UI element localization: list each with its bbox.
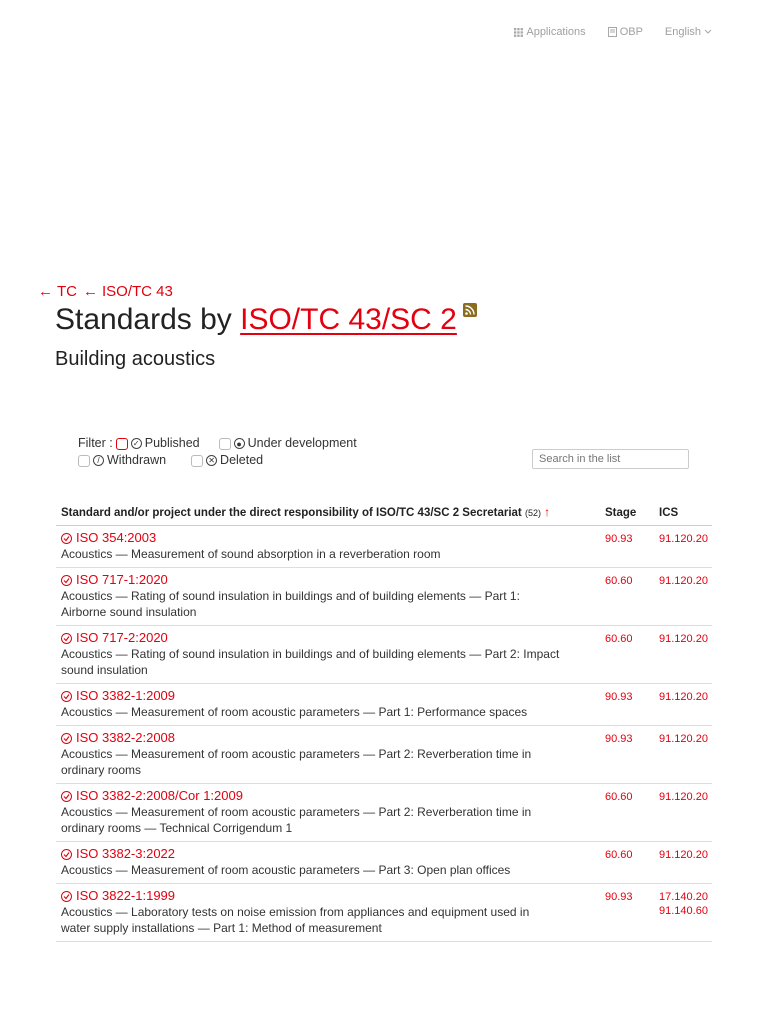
standard-link[interactable]: ISO 3382-3:2022 — [76, 846, 176, 861]
stage-link[interactable]: 60.60 — [605, 791, 633, 803]
standard-title: Acoustics — Laboratory tests on noise emission from appliances and equipment used in water supply installations — Part 1: Method of measurement — [61, 905, 530, 935]
standard-link[interactable]: ISO 717-1:2020 — [76, 572, 168, 587]
filter-withdrawn[interactable] — [78, 452, 166, 469]
standard-title: Acoustics — Rating of sound insulation in buildings and of building elements — Part 1: Airborne sound insulation — [61, 589, 520, 619]
standard-link[interactable]: ISO 3382-1:2009 — [76, 688, 176, 703]
standard-title: Acoustics — Rating of sound insulation in buildings and of building elements — Part 2: Impact sound insulation — [61, 647, 560, 677]
top-bar — [514, 26, 712, 38]
standard-link[interactable]: ISO 3382-2:2008 — [76, 730, 176, 745]
table-row — [56, 726, 712, 784]
breadcrumb-tc[interactable] — [38, 283, 77, 300]
x-circle-icon: ✕ — [206, 455, 217, 466]
published-icon — [61, 849, 72, 860]
filter-label: Filter : — [78, 436, 113, 450]
ics-link[interactable]: 91.140.60 — [659, 905, 708, 917]
applications-link[interactable] — [514, 26, 585, 38]
published-label: Published — [144, 436, 200, 450]
stage-link[interactable]: 60.60 — [605, 849, 633, 861]
standard-title: Acoustics — Measurement of sound absorption in a reverberation room — [61, 547, 441, 561]
ics-link[interactable]: 91.120.20 — [659, 691, 708, 703]
standard-title: Acoustics — Measurement of room acoustic parameters — Part 1: Performance spaces — [61, 705, 528, 719]
rss-icon[interactable] — [463, 303, 477, 317]
stage-link[interactable]: 60.60 — [605, 633, 633, 645]
standard-title: Acoustics — Measurement of room acoustic parameters — Part 2: Reverberation time in ordinary rooms — [61, 747, 532, 777]
published-icon — [61, 733, 72, 744]
breadcrumb-iso-tc-43-label: ISO/TC 43 — [102, 283, 173, 300]
chevron-down-icon — [704, 29, 712, 35]
stage-link[interactable]: 90.93 — [605, 691, 633, 703]
col-header-stage[interactable]: Stage — [600, 499, 654, 526]
standard-title: Acoustics — Measurement of room acoustic parameters — Part 3: Open plan offices — [61, 863, 511, 877]
ics-link[interactable]: 91.120.20 — [659, 791, 708, 803]
standard-link[interactable]: ISO 717-2:2020 — [76, 630, 168, 645]
language-selector[interactable] — [665, 26, 712, 38]
published-icon — [61, 533, 72, 544]
standard-link[interactable]: ISO 354:2003 — [76, 530, 157, 545]
applications-label: Applications — [526, 26, 586, 38]
ics-link[interactable]: 17.140.20 — [659, 891, 708, 903]
check-circle-icon: ✓ — [131, 438, 142, 449]
col-header-ics[interactable]: ICS — [654, 499, 712, 526]
published-icon — [61, 575, 72, 586]
table-row — [56, 568, 712, 626]
stage-link[interactable]: 90.93 — [605, 891, 633, 903]
deleted-label: Deleted — [220, 453, 264, 467]
deleted-checkbox[interactable] — [191, 455, 203, 467]
published-icon — [61, 891, 72, 902]
table-row — [56, 784, 712, 842]
slash-circle-icon: / — [93, 455, 104, 466]
ics-link[interactable]: 91.120.20 — [659, 533, 708, 545]
standards-table — [56, 499, 712, 942]
published-icon — [61, 791, 72, 802]
ics-link[interactable]: 91.120.20 — [659, 733, 708, 745]
published-icon — [61, 633, 72, 644]
filter-deleted[interactable] — [188, 452, 263, 469]
sort-arrow-up-icon[interactable]: ↑ — [544, 505, 551, 519]
table-row — [56, 526, 712, 568]
stage-link[interactable]: 90.93 — [605, 733, 633, 745]
document-icon — [608, 27, 617, 37]
committee-link[interactable]: ISO/TC 43/SC 2 — [240, 303, 457, 336]
search-input[interactable] — [532, 449, 689, 469]
arrow-left-icon: ← — [83, 283, 98, 300]
standards-count: (52) — [524, 508, 541, 518]
withdrawn-label: Withdrawn — [107, 453, 167, 467]
page-title — [55, 303, 477, 337]
ics-link[interactable]: 91.120.20 — [659, 633, 708, 645]
published-icon — [61, 691, 72, 702]
col-header-standard-label: Standard and/or project under the direct responsibility of ISO/TC 43/SC 2 Secretariat — [61, 507, 522, 519]
obp-link[interactable] — [608, 26, 643, 38]
standard-link[interactable]: ISO 3382-2:2008/Cor 1:2009 — [76, 788, 243, 803]
filter-under-development[interactable] — [216, 435, 357, 452]
title-prefix: Standards by — [55, 303, 241, 336]
under-development-label: Under development — [247, 436, 357, 450]
obp-label: OBP — [619, 26, 643, 38]
table-body — [56, 526, 712, 942]
filter-published[interactable] — [113, 435, 200, 452]
stage-link[interactable]: 60.60 — [605, 575, 633, 587]
ics-link[interactable]: 91.120.20 — [659, 849, 708, 861]
standard-link[interactable]: ISO 3822-1:1999 — [76, 888, 176, 903]
table-row — [56, 626, 712, 684]
table-row — [56, 842, 712, 884]
published-checkbox[interactable] — [116, 438, 128, 450]
ics-link[interactable]: 91.120.20 — [659, 575, 708, 587]
page-subtitle: Building acoustics — [55, 348, 216, 370]
table-header-row — [56, 499, 712, 526]
standard-title: Acoustics — Measurement of room acoustic parameters — Part 2: Reverberation time in ordinary rooms — Technical Corrigendum 1 — [61, 805, 532, 835]
grid-icon — [514, 28, 523, 37]
breadcrumb — [38, 283, 173, 300]
language-label: English — [664, 26, 701, 38]
arrow-left-icon: ← — [38, 283, 53, 300]
breadcrumb-iso-tc-43[interactable] — [83, 283, 173, 300]
col-header-standard[interactable] — [56, 499, 600, 526]
table-row — [56, 884, 712, 942]
breadcrumb-tc-label: TC — [57, 283, 77, 300]
stage-link[interactable]: 90.93 — [605, 533, 633, 545]
under-development-checkbox[interactable] — [219, 438, 231, 450]
filter-panel — [78, 435, 373, 469]
dot-circle-icon: ● — [234, 438, 245, 449]
withdrawn-checkbox[interactable] — [78, 455, 90, 467]
table-row — [56, 684, 712, 726]
